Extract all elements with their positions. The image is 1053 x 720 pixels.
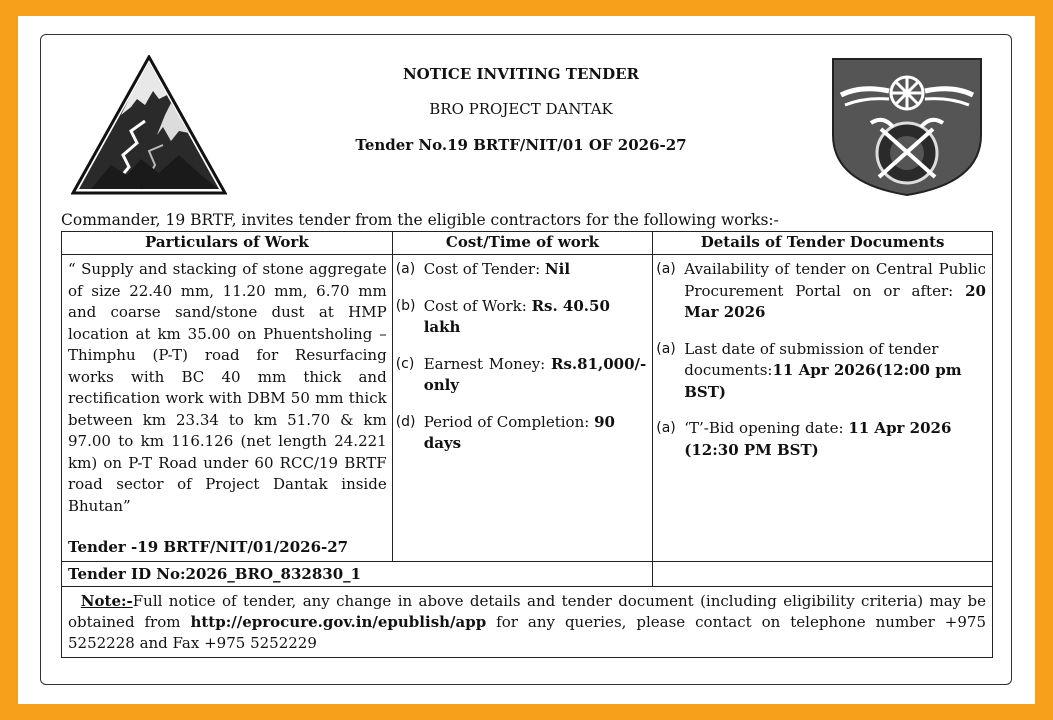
item-label: (a) (656, 261, 676, 277)
work-description: “ Supply and stacking of stone aggregate of size 22.40 mm, 11.20 mm, 6.70 mm and coarse sand/stone dust at HMP location at km 35.00 on Phuentsholing – Thimphu (P-T) road for Resurfacing works with BC 40 mm thick and rectification work with DBM 50 mm thick between km 23.34 to km 51.70 & km 97.00 to km 116.126 (net length 24.221 km) on P-T Road under 60 RCC/19 BRTF road sector of Project Dantak inside Bhutan” (68, 260, 387, 515)
empty-cell (653, 561, 993, 586)
tender-number: Tender No.19 BRTF/NIT/01 OF 2026-27 (355, 136, 687, 154)
header-particulars: Particulars of Work (62, 232, 393, 255)
item-label: (b) (395, 297, 416, 314)
detail-item: (a) ‘T’-Bid opening date: 11 Apr 2026 (12:30 PM BST) (686, 418, 986, 461)
note-row (62, 586, 993, 657)
table-row (62, 255, 993, 562)
cost-item: (b) Cost of Work: Rs. 40.50 lakh (426, 296, 647, 339)
tender-notice (40, 34, 1012, 685)
item-label: (a) (656, 420, 676, 436)
table-header-row (62, 232, 993, 255)
cost-item: (c) Earnest Money: Rs.81,000/- only (426, 354, 647, 397)
item-label: (c) (395, 355, 415, 372)
details-cell (653, 255, 993, 562)
tender-reference: Tender -19 BRTF/NIT/01/2026-27 (68, 538, 349, 556)
eprocure-link[interactable]: http://eprocure.gov.in/epublish/app (190, 612, 487, 631)
tender-table (61, 231, 993, 658)
work-cell (62, 255, 393, 562)
organisation-name: BRO PROJECT DANTAK (429, 100, 613, 118)
completion-period-value: 90 days (423, 412, 615, 452)
cost-of-tender-value: Nil (544, 260, 571, 278)
tender-id-row (62, 561, 993, 586)
detail-item: (a) Availability of tender on Central Public Procurement Portal on or after: 20 Mar 2026 (686, 259, 986, 324)
bid-opening-date: 11 Apr 2026 (12:30 PM BST) (684, 419, 952, 459)
item-label: (a) (395, 261, 416, 277)
item-label: (d) (395, 413, 416, 430)
cost-cell (392, 255, 653, 562)
note-cell: Note:-Full notice of tender, any change in above details and tender document (including eligibility criteria) may be obtained from http://eprocure.gov.in/epublish/app for any queries, please contact on telephone number +975 5252228 and Fax +975 5252229 (62, 586, 993, 657)
submission-deadline: 11 Apr 2026(12:00 pm BST) (684, 361, 962, 401)
bro-emblem-icon (831, 55, 983, 197)
note-label: Note:- (80, 591, 133, 610)
cost-of-work-value: Rs. 40.50 lakh (423, 296, 610, 336)
intro-text: Commander, 19 BRTF, invites tender from the eligible contractors for the following works:- (61, 211, 779, 229)
item-label: (a) (656, 340, 676, 357)
notice-title: NOTICE INVITING TENDER (402, 65, 640, 83)
detail-item: (a) Last date of submission of tender documents:11 Apr 2026(12:00 pm BST) (686, 339, 986, 404)
earnest-money-value: Rs.81,000/- only (423, 354, 647, 394)
availability-date: 20 Mar 2026 (684, 281, 986, 321)
tender-id: Tender ID No:2026_BRO_832830_1 (62, 561, 653, 586)
mountain-emblem-icon (71, 55, 227, 195)
header-cost-time: Cost/Time of work (392, 232, 653, 255)
header-documents: Details of Tender Documents (653, 232, 993, 255)
cost-item: (d) Period of Completion: 90 days (426, 412, 647, 455)
page-frame (18, 16, 1035, 704)
cost-item: (a) Cost of Tender: Nil (426, 259, 647, 281)
